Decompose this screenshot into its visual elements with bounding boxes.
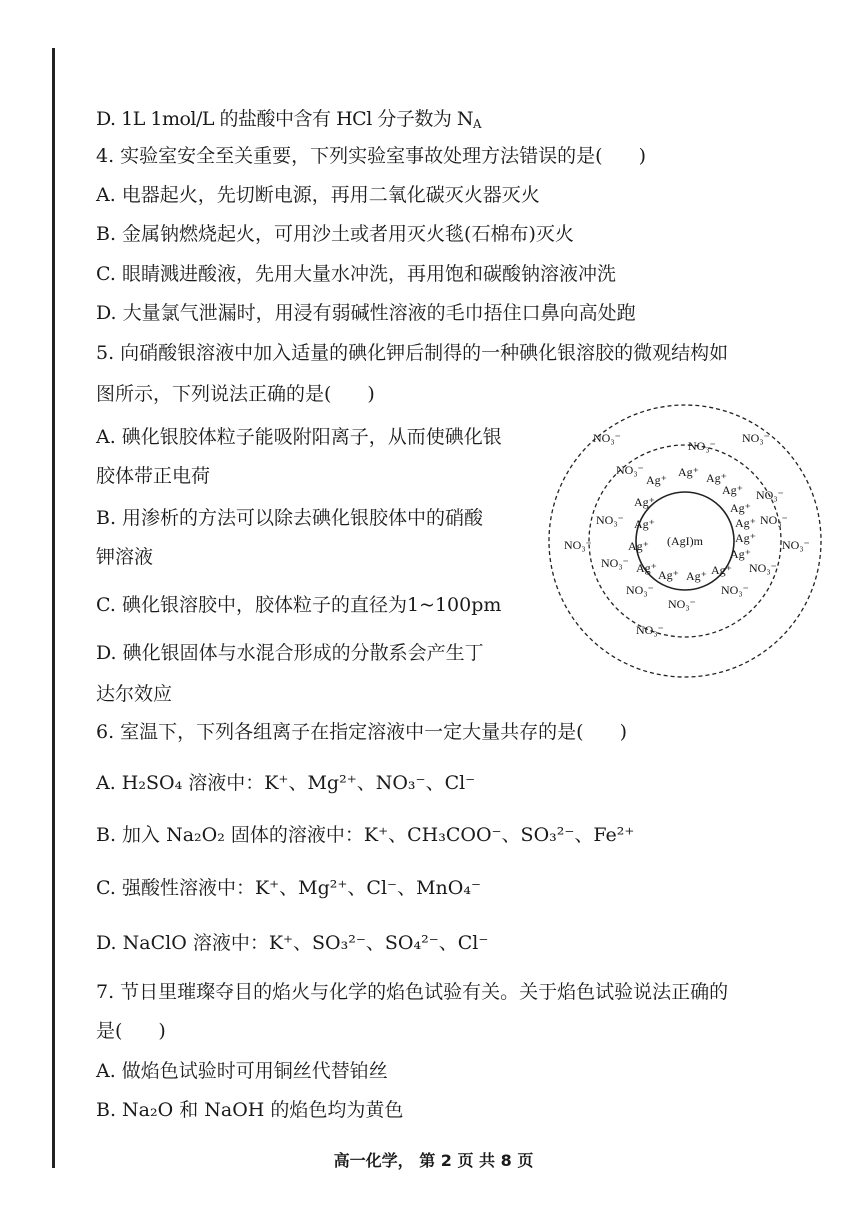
q5-option-b-line2: 钾溶液 <box>96 546 154 568</box>
nitrate-ion: NO₃⁻ <box>782 538 810 552</box>
q6-option-d: D. NaClO 溶液中：K⁺、SO₃²⁻、SO₄²⁻、Cl⁻ <box>96 932 489 954</box>
ag-ion: Ag⁺ <box>636 561 657 575</box>
q7-option-b: B. Na₂O 和 NaOH 的焰色均为黄色 <box>96 1099 404 1121</box>
q5-option-a-line1: A. 碘化银胶体粒子能吸附阳离子，从而使碘化银 <box>96 426 502 448</box>
ag-ion: Ag⁺ <box>711 563 732 577</box>
nitrate-ion: NO₃⁻ <box>593 431 621 445</box>
page-footer: 高一化学， 第 2 页 共 8 页 <box>333 1151 534 1170</box>
ag-ion: Ag⁺ <box>678 465 699 479</box>
question-7-stem-line1: 7. 节日里璀璨夺目的焰火与化学的焰色试验有关。关于焰色试验说法正确的 <box>96 981 729 1003</box>
q4-option-b: B. 金属钠燃烧起火，可用沙土或者用灭火毯(石棉布)灭火 <box>96 223 574 245</box>
q5-option-a-line2: 胶体带正电荷 <box>96 465 211 487</box>
nitrate-ion: NO₃⁻ <box>601 556 629 570</box>
q4-option-c: C. 眼睛溅进酸液，先用大量水冲洗，再用饱和碳酸钠溶液冲洗 <box>96 263 616 285</box>
nitrate-ion: NO₃⁻ <box>616 463 644 477</box>
q4-option-d: D. 大量氯气泄漏时，用浸有弱碱性溶液的毛巾捂住口鼻向高处跑 <box>96 302 636 324</box>
nitrate-ion: NO₃⁻ <box>742 431 770 445</box>
ag-ion: Ag⁺ <box>730 501 751 515</box>
ag-ion: Ag⁺ <box>730 547 751 561</box>
ag-ion: Ag⁺ <box>706 471 727 485</box>
q6-option-c: C. 强酸性溶液中：K⁺、Mg²⁺、Cl⁻、MnO₄⁻ <box>96 877 481 899</box>
ag-ion: Ag⁺ <box>628 539 649 553</box>
nitrate-ion: NO₃⁻ <box>626 583 654 597</box>
nitrate-ion: NO₃⁻ <box>596 513 624 527</box>
nitrate-ion: NO₃⁻ <box>721 583 749 597</box>
nitrate-ion: NO₃⁻ <box>564 538 592 552</box>
question-6-stem: 6. 室温下，下列各组离子在指定溶液中一定大量共存的是( ) <box>96 721 628 743</box>
question-7-stem-line2: 是( ) <box>96 1020 166 1042</box>
agi-core-label: (AgI)m <box>667 534 703 548</box>
ag-ion: Ag⁺ <box>686 569 707 583</box>
q5-option-d-line2: 达尔效应 <box>96 683 173 705</box>
nitrate-ion: NO₃⁻ <box>756 488 784 502</box>
ag-ion: Ag⁺ <box>646 473 667 487</box>
q5-option-b-line1: B. 用渗析的方法可以除去碘化银胶体中的硝酸 <box>96 507 484 529</box>
question-5-stem-line2: 图所示，下列说法正确的是( ) <box>96 383 375 405</box>
ag-ion: Ag⁺ <box>735 516 756 530</box>
q6-option-a: A. H₂SO₄ 溶液中：K⁺、Mg²⁺、NO₃⁻、Cl⁻ <box>96 772 476 794</box>
ag-ion: Ag⁺ <box>658 568 679 582</box>
question-4-stem: 4. 实验室安全至关重要，下列实验室事故处理方法错误的是( ) <box>96 145 647 167</box>
nitrate-ion: NO₃⁻ <box>668 597 696 611</box>
q6-option-b: B. 加入 Na₂O₂ 固体的溶液中：K⁺、CH₃COO⁻、SO₃²⁻、Fe²⁺ <box>96 824 635 846</box>
ag-ion: Ag⁺ <box>722 483 743 497</box>
ag-ion: Ag⁺ <box>735 531 756 545</box>
nitrate-ion: NO₃⁻ <box>760 513 788 527</box>
q3-option-d: D. 1L 1mol/L 的盐酸中含有 HCl 分子数为 $N_A$ <box>96 108 481 131</box>
q7-option-a: A. 做焰色试验时可用铜丝代替铂丝 <box>96 1060 388 1082</box>
q5-option-d-line1: D. 碘化银固体与水混合形成的分散系会产生丁 <box>96 642 484 664</box>
ag-ions <box>628 465 756 583</box>
ag-ion: Ag⁺ <box>634 495 655 509</box>
q5-option-c: C. 碘化银溶胶中，胶体粒子的直径为1~100pm <box>96 594 502 616</box>
binding-margin-line <box>52 48 55 1168</box>
question-5-stem-line1: 5. 向硝酸银溶液中加入适量的碘化钾后制得的一种碘化银溶胶的微观结构如 <box>96 342 729 364</box>
nitrate-ion: NO₃⁻ <box>749 561 777 575</box>
ag-ion: Ag⁺ <box>634 517 655 531</box>
nitrate-ion: NO₃⁻ <box>636 623 664 637</box>
agi-colloid-structure-diagram <box>546 402 824 680</box>
q4-option-a: A. 电器起火，先切断电源，再用二氧化碳灭火器灭火 <box>96 184 540 206</box>
nitrate-ion: NO₃⁻ <box>688 439 716 453</box>
